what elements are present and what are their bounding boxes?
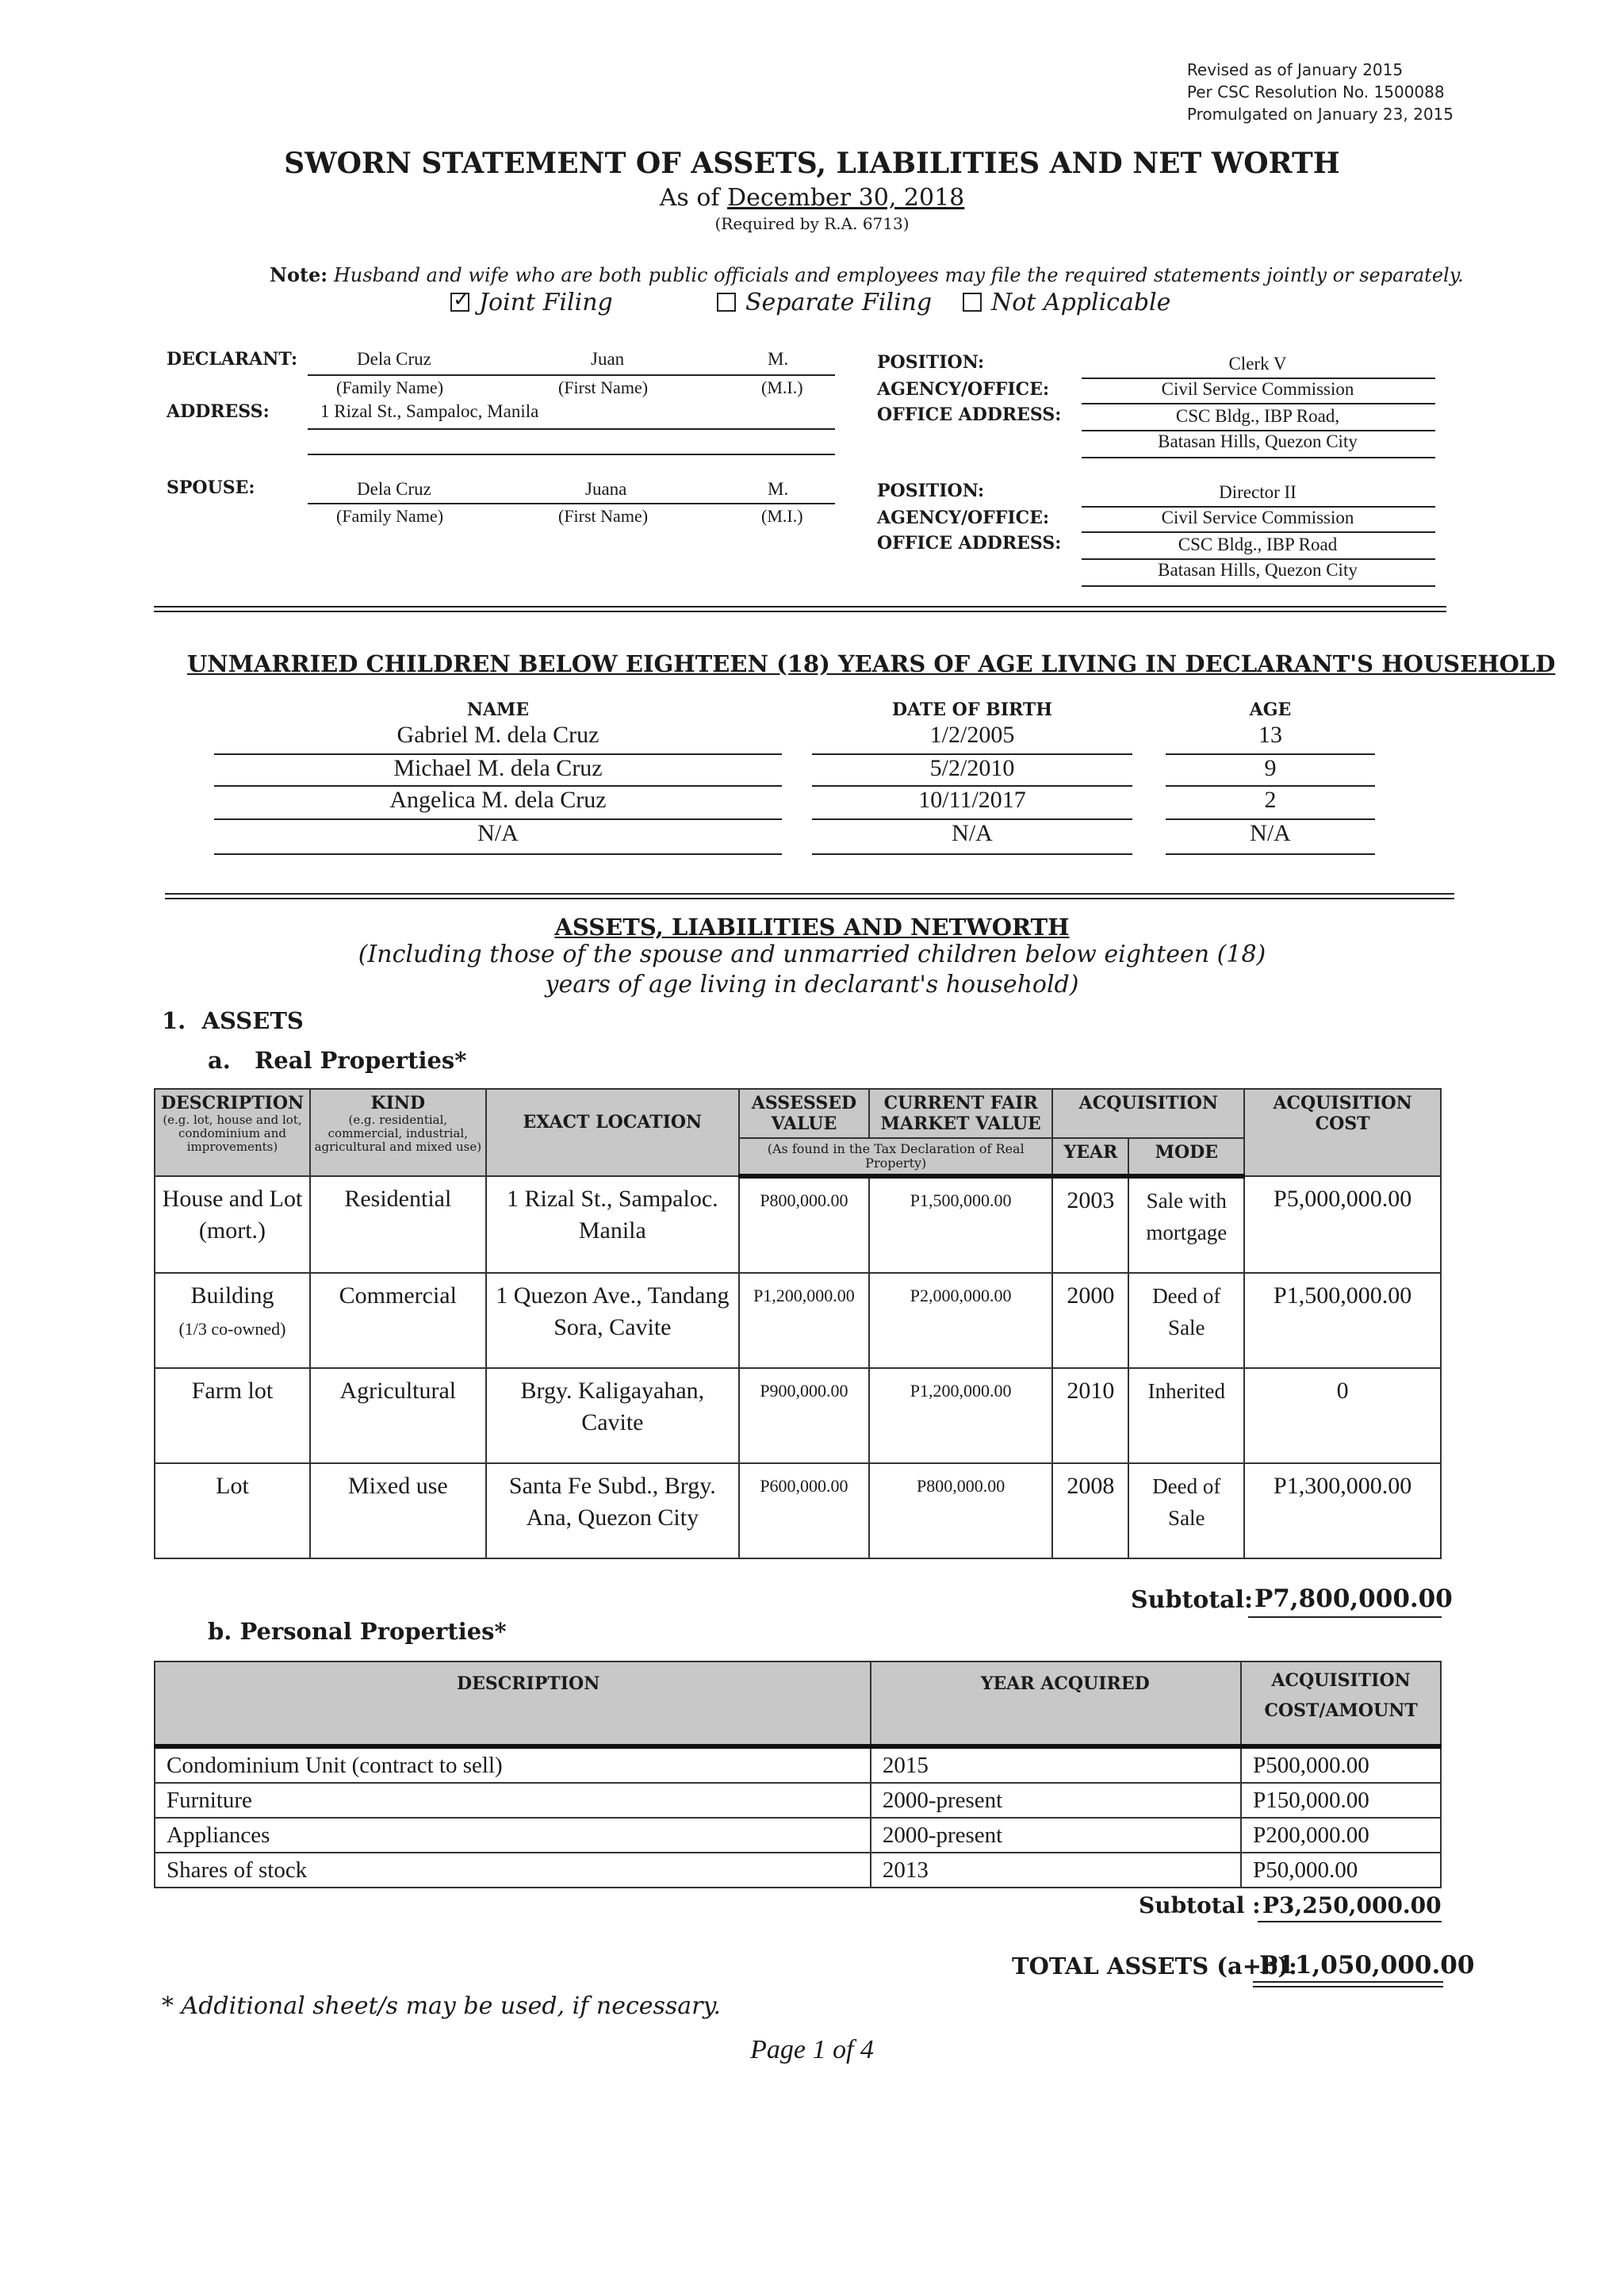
office-address-label: OFFICE ADDRESS:	[877, 404, 1062, 425]
children-section-title: UNMARRIED CHILDREN BELOW EIGHTEEN (18) YEARS OF AGE LIVING IN DECLARANT'S HOUSEHOLD	[187, 650, 1556, 677]
declarant-family-name: Dela Cruz	[357, 349, 431, 369]
personal-subtotal-line	[1258, 1921, 1442, 1922]
real-mode: Deed of Sale	[1128, 1463, 1244, 1558]
real-subtotal-value: P7,800,000.00	[1254, 1585, 1453, 1613]
personal-subtotal-value: P3,250,000.00	[1262, 1892, 1442, 1918]
position-label: POSITION:	[877, 352, 985, 373]
alnw-title: ASSETS, LIABILITIES AND NETWORTH	[554, 914, 1070, 941]
personal-year: 2013	[871, 1853, 1241, 1888]
fair-market-header: CURRENT FAIR MARKET VALUE	[869, 1089, 1053, 1138]
spouse-office-address-2: Batasan Hills, Quezon City	[1158, 560, 1358, 580]
kind-header-sub: (e.g. residential, commercial, industrial, agricultural and mixed use)	[314, 1113, 482, 1154]
real-year: 2003	[1052, 1176, 1128, 1273]
spouse-position: Director II	[1219, 482, 1297, 502]
note-text: Husband and wife who are both public officials and employees may file the required statements jointly or separately.	[333, 264, 1464, 286]
mode-header: MODE	[1128, 1138, 1244, 1176]
personal-subtotal-label: Subtotal :	[1139, 1892, 1261, 1918]
spouse-first-name: Juana	[585, 479, 627, 499]
declarant-office-address-2: Batasan Hills, Quezon City	[1158, 431, 1358, 451]
declarant-agency: Civil Service Commission	[1161, 379, 1354, 399]
child-row-line	[1166, 853, 1375, 855]
section-divider	[154, 606, 1446, 612]
office-address-label: OFFICE ADDRESS:	[877, 533, 1062, 554]
acquisition-header: ACQUISITION	[1052, 1089, 1244, 1138]
as-of-label: As of	[659, 184, 720, 212]
real-year: 2000	[1052, 1273, 1128, 1368]
table-row	[155, 1746, 1441, 1783]
assessed-header: ASSESSED VALUE	[739, 1089, 869, 1138]
mi-caption: (M.I.)	[761, 506, 803, 526]
real-cost: P5,000,000.00	[1244, 1176, 1441, 1273]
real-description-text: Building	[190, 1282, 274, 1309]
family-name-caption: (Family Name)	[336, 378, 444, 397]
real-description	[155, 1463, 310, 1558]
child-name: N/A	[477, 820, 519, 846]
separate-filing-option[interactable]	[717, 289, 932, 316]
child-age: 13	[1258, 722, 1282, 748]
declarant-mi: M.	[768, 349, 789, 369]
table-row	[155, 1783, 1441, 1818]
real-subtotal-line	[1248, 1616, 1442, 1618]
address-label: ADDRESS:	[167, 401, 270, 422]
real-year: 2010	[1052, 1368, 1128, 1463]
first-name-caption: (First Name)	[558, 378, 649, 397]
personal-description: Shares of stock	[155, 1853, 871, 1888]
real-subtotal-label: Subtotal:	[1131, 1586, 1254, 1614]
child-name: Michael M. dela Cruz	[393, 755, 603, 781]
real-location: 1 Quezon Ave., Tandang Sora, Cavite	[486, 1273, 739, 1368]
personal-cost: P200,000.00	[1241, 1818, 1441, 1853]
real-assessed-value: P600,000.00	[739, 1463, 869, 1558]
real-properties-table	[154, 1088, 1442, 1559]
as-of-date: December 30, 2018	[727, 184, 965, 212]
child-dob: 5/2/2010	[929, 755, 1015, 781]
personal-year: 2000-present	[871, 1783, 1241, 1818]
location-header: EXACT LOCATION	[486, 1089, 739, 1176]
personal-cost-header: ACQUISITION COST/AMOUNT	[1241, 1662, 1441, 1746]
real-location: Brgy. Kaligayahan, Cavite	[486, 1368, 739, 1463]
address-line-2	[308, 454, 835, 455]
agency-line	[1082, 531, 1435, 533]
joint-filing-option[interactable]	[450, 289, 613, 316]
real-cost: P1,500,000.00	[1244, 1273, 1441, 1368]
child-age: N/A	[1250, 820, 1291, 846]
personal-year: 2015	[871, 1746, 1241, 1783]
real-mode: Sale with mortgage	[1128, 1176, 1244, 1273]
real-fair-value: P1,200,000.00	[869, 1368, 1053, 1463]
child-age: 2	[1264, 787, 1277, 813]
table-row	[155, 1176, 1441, 1273]
section-divider	[165, 893, 1454, 899]
declarant-address: 1 Rizal St., Sampaloc, Manila	[320, 401, 539, 421]
agency-label: AGENCY/OFFICE:	[877, 508, 1050, 528]
table-row	[155, 1368, 1441, 1463]
tax-declaration-note: (As found in the Tax Declaration of Real Property)	[739, 1138, 1052, 1176]
real-assessed-value: P800,000.00	[739, 1176, 869, 1273]
declarant-name-line	[308, 374, 835, 376]
children-age-header: AGE	[1249, 699, 1292, 720]
real-kind: Mixed use	[310, 1463, 486, 1558]
address-line	[308, 428, 835, 430]
child-row-line	[812, 853, 1132, 855]
personal-cost: P150,000.00	[1241, 1783, 1441, 1818]
table-row	[155, 1273, 1441, 1368]
required-by: (Required by R.A. 6713)	[714, 214, 910, 233]
office-address-line-2	[1082, 457, 1435, 458]
agency-line	[1082, 403, 1435, 404]
separate-filing-label: Separate Filing	[745, 289, 933, 316]
personal-properties-table	[154, 1661, 1442, 1888]
child-dob: N/A	[952, 820, 993, 846]
spouse-agency: Civil Service Commission	[1161, 508, 1354, 527]
real-location: 1 Rizal St., Sampaloc. Manila	[486, 1176, 739, 1273]
real-year: 2008	[1052, 1463, 1128, 1558]
real-description	[155, 1176, 310, 1273]
real-description-text: Farm lot	[191, 1378, 274, 1404]
spouse-family-name: Dela Cruz	[357, 479, 431, 499]
real-location: Santa Fe Subd., Brgy. Ana, Quezon City	[486, 1463, 739, 1558]
real-description-text: House and Lot (mort.)	[162, 1186, 303, 1244]
total-assets-label: TOTAL ASSETS (a+b):	[1012, 1953, 1297, 1980]
agency-label: AGENCY/OFFICE:	[877, 379, 1050, 400]
child-name: Gabriel M. dela Cruz	[396, 722, 599, 748]
first-name-caption: (First Name)	[558, 506, 649, 526]
declarant-office-address-1: CSC Bldg., IBP Road,	[1175, 406, 1340, 426]
year-header: YEAR	[1052, 1138, 1128, 1176]
real-description	[155, 1273, 310, 1368]
table-row	[155, 1463, 1441, 1558]
as-of-line	[0, 184, 1624, 212]
total-assets-value: P11,050,000.00	[1259, 1951, 1475, 1980]
real-properties-heading: a. Real Properties*	[208, 1047, 467, 1074]
real-kind: Agricultural	[310, 1368, 486, 1463]
spouse-label: SPOUSE:	[167, 477, 255, 498]
description-header-sub: (e.g. lot, house and lot, condominium and improvements)	[163, 1113, 302, 1154]
table-row	[155, 1853, 1441, 1888]
description-header-label: DESCRIPTION	[160, 1093, 304, 1113]
office-address-line-2	[1082, 585, 1435, 587]
alnw-subtitle-1: (Including those of the spouse and unmarried children below eighteen (18)	[358, 941, 1266, 968]
real-description	[155, 1368, 310, 1463]
real-fair-value: P800,000.00	[869, 1463, 1053, 1558]
alnw-subtitle-2: years of age living in declarant's household)	[545, 971, 1079, 998]
declarant-label: DECLARANT:	[167, 349, 298, 370]
kind-header-label: KIND	[370, 1093, 426, 1113]
revision-line: Revised as of January 2015	[1186, 60, 1404, 79]
real-description-note: (1/3 co-owned)	[178, 1319, 286, 1339]
real-mode: Inherited	[1128, 1368, 1244, 1463]
joint-filing-label: Joint Filing	[479, 289, 613, 316]
real-assessed-value: P1,200,000.00	[739, 1273, 869, 1368]
additional-sheets-note: * Additional sheet/s may be used, if necessary.	[162, 1992, 722, 2020]
personal-description: Appliances	[155, 1818, 871, 1853]
personal-description-header: DESCRIPTION	[155, 1662, 871, 1746]
note-label: Note:	[270, 263, 328, 286]
personal-cost: P500,000.00	[1241, 1746, 1441, 1783]
children-name-header: NAME	[466, 699, 530, 720]
personal-properties-heading: b. Personal Properties*	[208, 1618, 507, 1645]
revision-line: Per CSC Resolution No. 1500088	[1186, 82, 1445, 102]
declarant-position: Clerk V	[1228, 354, 1287, 374]
real-kind: Residential	[310, 1176, 486, 1273]
filing-note	[270, 263, 1464, 286]
child-name: Angelica M. dela Cruz	[389, 787, 607, 813]
checkbox-empty-icon[interactable]	[963, 293, 982, 312]
not-applicable-label: Not Applicable	[991, 289, 1171, 316]
document-title: SWORN STATEMENT OF ASSETS, LIABILITIES AND NET WORTH	[284, 147, 1340, 180]
real-fair-value: P2,000,000.00	[869, 1273, 1053, 1368]
child-age: 9	[1264, 755, 1277, 781]
personal-description: Condominium Unit (contract to sell)	[155, 1746, 871, 1783]
spouse-office-address-1: CSC Bldg., IBP Road	[1178, 535, 1338, 554]
real-cost: P1,300,000.00	[1244, 1463, 1441, 1558]
personal-description: Furniture	[155, 1783, 871, 1818]
personal-cost: P50,000.00	[1241, 1853, 1441, 1888]
description-header	[155, 1089, 310, 1176]
children-dob-header: DATE OF BIRTH	[891, 699, 1053, 720]
mi-caption: (M.I.)	[761, 378, 803, 397]
real-description-text: Lot	[216, 1473, 249, 1499]
child-dob: 10/11/2017	[918, 787, 1026, 813]
real-cost: 0	[1244, 1368, 1441, 1463]
declarant-first-name: Juan	[591, 349, 625, 369]
not-applicable-option[interactable]	[963, 289, 1170, 316]
page-number: Page 1 of 4	[750, 2035, 874, 2064]
family-name-caption: (Family Name)	[336, 506, 444, 526]
real-mode: Deed of Sale	[1128, 1273, 1244, 1368]
child-dob: 1/2/2005	[929, 722, 1015, 748]
assets-heading: 1. ASSETS	[162, 1007, 304, 1034]
real-fair-value: P1,500,000.00	[869, 1176, 1053, 1273]
spouse-name-line	[308, 503, 835, 504]
checkbox-checked-icon[interactable]	[450, 293, 469, 312]
revision-note	[1187, 59, 1454, 125]
real-assessed-value: P900,000.00	[739, 1368, 869, 1463]
real-kind: Commercial	[310, 1273, 486, 1368]
acquisition-cost-header: ACQUISITION COST	[1244, 1089, 1441, 1176]
personal-year: 2000-present	[871, 1818, 1241, 1853]
spouse-mi: M.	[768, 479, 789, 499]
personal-year-header: YEAR ACQUIRED	[871, 1662, 1241, 1746]
total-assets-line	[1253, 1981, 1443, 1987]
position-label: POSITION:	[877, 481, 985, 501]
kind-header	[310, 1089, 486, 1176]
child-row-line	[214, 853, 782, 855]
table-row	[155, 1818, 1441, 1853]
revision-line: Promulgated on January 23, 2015	[1186, 105, 1454, 124]
checkbox-empty-icon[interactable]	[717, 293, 736, 312]
